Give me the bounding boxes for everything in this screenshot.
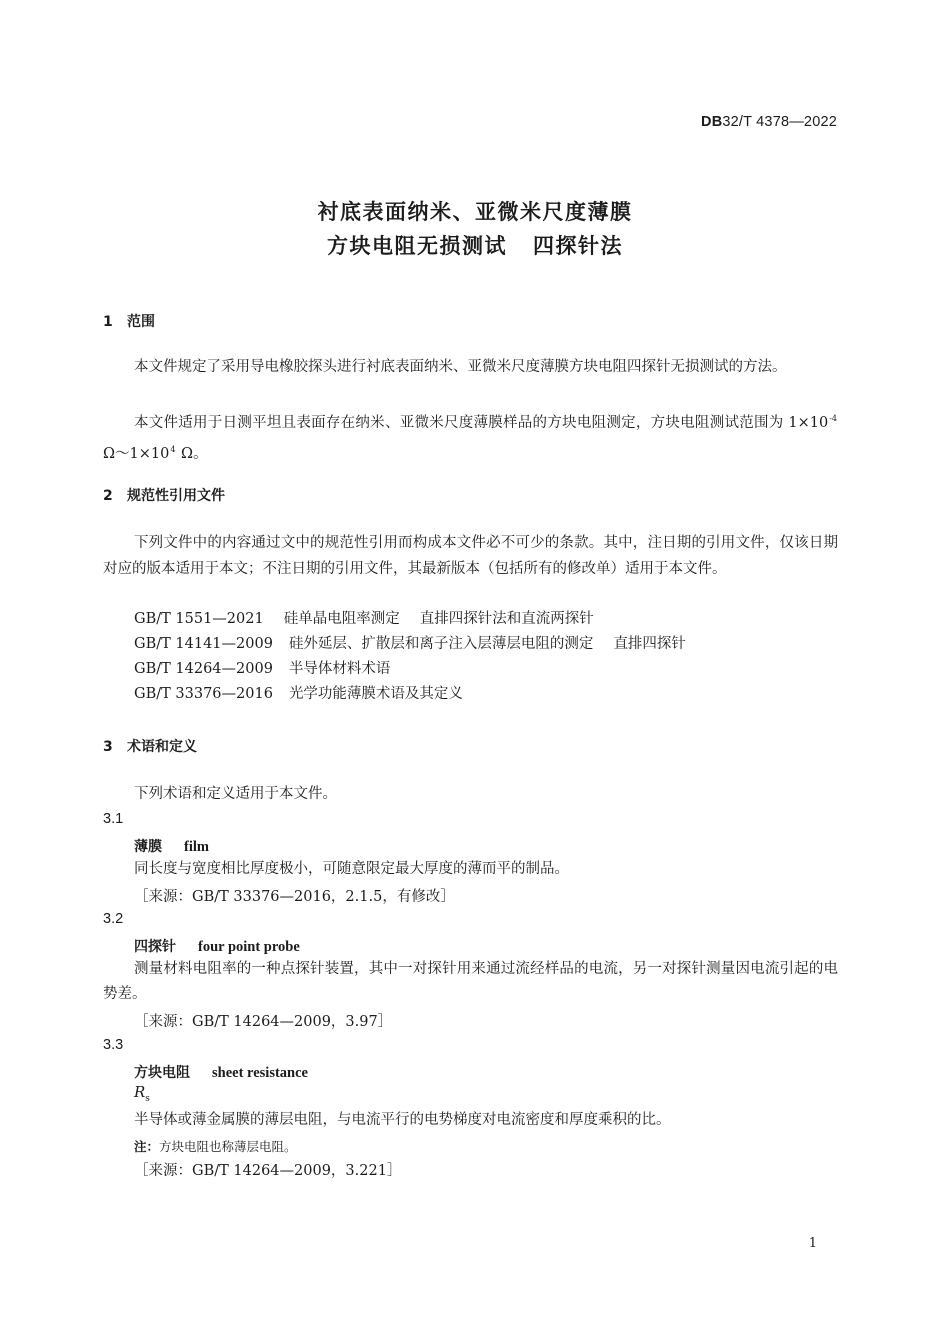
- term-number: 3.2: [103, 911, 124, 927]
- term-title: 方块电阻 sheet resistance: [134, 1065, 308, 1081]
- reference-item: GB/T 14141—2009 硅外延层、扩散层和离子注入层薄层电阻的测定 直排四探针: [134, 636, 686, 652]
- term-source: ［来源：GB/T 14264—2009，3.221］: [134, 1163, 402, 1179]
- document-number: DB32/T 4378—2022: [701, 114, 837, 130]
- term-definition: 同长度与宽度相比厚度极小，可随意限定最大厚度的薄而平的制品。: [134, 861, 569, 877]
- term-number: 3.1: [103, 811, 124, 827]
- term-number: 3.3: [103, 1037, 124, 1053]
- section-1-heading: 1 范围: [103, 314, 155, 330]
- section-2-paragraph: 下列文件中的内容通过文中的规范性引用而构成本文件必不可少的条款。其中，注日期的引用文件，仅该日期对应的版本适用于本文；不注日期的引用文件，其最新版本（包括所有的修改单）适用于本文件。: [103, 535, 838, 577]
- term-source: ［来源：GB/T 14264—2009，3.97］: [134, 1014, 393, 1030]
- term-title: 薄膜 film: [134, 839, 209, 855]
- section-3-intro: 下列术语和定义适用于本文件。: [134, 786, 337, 802]
- term-definition: 测量材料电阻率的一种点探针装置，其中一对探针用来通过流经样品的电流，另一对探针测量因电流引起的电势差。: [103, 961, 838, 1002]
- term-source: ［来源：GB/T 33376—2016，2.1.5，有修改］: [134, 889, 455, 905]
- page-number: 1: [808, 1236, 817, 1251]
- term-symbol: $R_s$: [134, 1083, 150, 1104]
- term-title: 四探针 four point probe: [134, 939, 300, 955]
- term-definition: 半导体或薄金属膜的薄层电阻，与电流平行的电势梯度对电流密度和厚度乘积的比。: [134, 1112, 671, 1128]
- document-title-line1: 衬底表面纳米、亚微米尺度薄膜: [317, 200, 633, 224]
- term-note: 注：方块电阻也称薄层电阻。: [134, 1139, 297, 1154]
- reference-item: GB/T 1551—2021 硅单晶电阻率测定 直排四探针法和直流两探针: [134, 611, 594, 627]
- reference-item: GB/T 14264—2009 半导体材料术语: [134, 661, 391, 677]
- reference-item: GB/T 33376—2016 光学功能薄膜术语及其定义: [134, 686, 463, 702]
- section-3-heading: 3 术语和定义: [103, 739, 197, 755]
- section-1-paragraph-2: 本文件适用于日测平坦且表面存在纳米、亚微米尺度薄膜样品的方块电阻测定，方块电阻测试范围为 $1\times 10^{-4}$ $\Omega\sim 1\times 10^4$ Ω。: [103, 414, 837, 462]
- document-title-line2: 方块电阻无损测试 四探针法: [327, 234, 623, 258]
- section-2-heading: 2 规范性引用文件: [103, 488, 225, 504]
- section-1-paragraph-1: 本文件规定了采用导电橡胶探头进行衬底表面纳米、亚微米尺度薄膜方块电阻四探针无损测试的方法。: [134, 359, 787, 375]
